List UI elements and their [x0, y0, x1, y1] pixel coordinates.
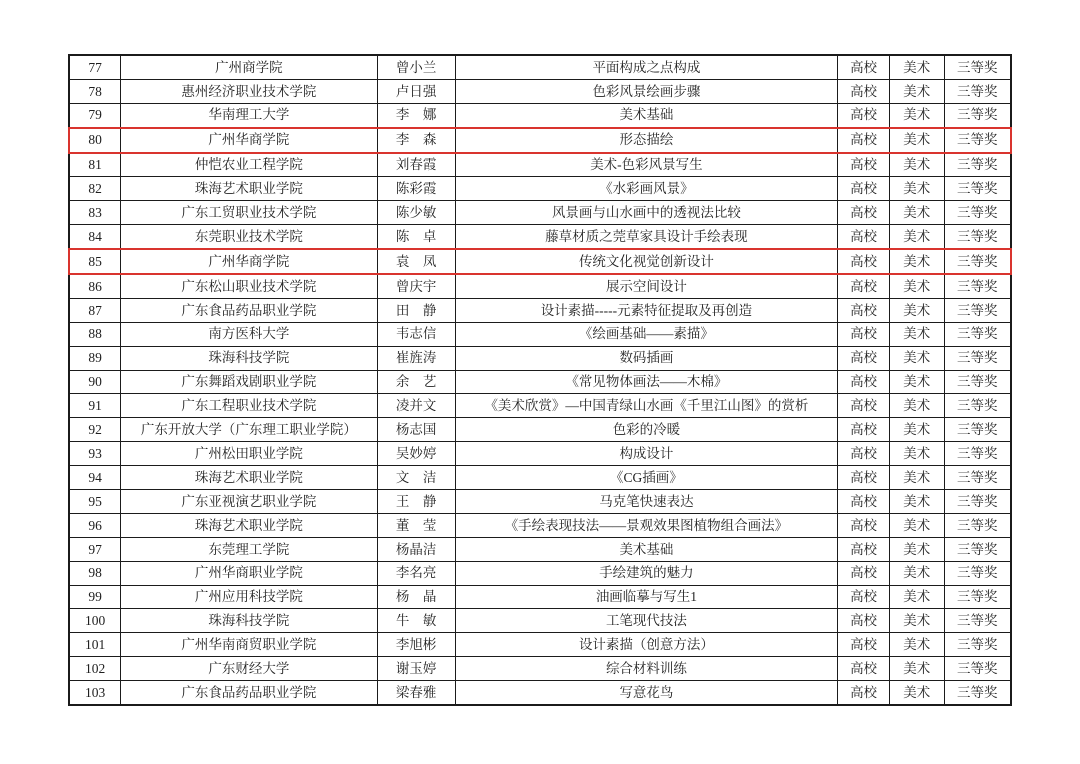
cell-award: 三等奖: [944, 370, 1011, 394]
cell-row-number: 90: [69, 370, 121, 394]
cell-subject: 美术: [889, 79, 944, 103]
award-table: [68, 54, 1012, 706]
cell-person-name: 崔旌涛: [377, 346, 455, 370]
cell-work-title: 《美术欣赏》—中国青绿山水画《千里江山图》的赏析: [455, 394, 837, 418]
cell-institution: 广州华商学院: [121, 249, 377, 274]
cell-person-name: 谢玉婷: [377, 657, 455, 681]
cell-row-number: 83: [69, 201, 121, 225]
table-row: [69, 103, 1011, 127]
cell-level: 高校: [838, 466, 890, 490]
table-row: [69, 55, 1011, 79]
cell-work-title: 《水彩画风景》: [455, 177, 837, 201]
cell-person-name: 杨晶洁: [377, 537, 455, 561]
cell-person-name: 杨 晶: [377, 585, 455, 609]
cell-institution: 东莞理工学院: [121, 537, 377, 561]
table-row: [69, 633, 1011, 657]
cell-person-name: 李旭彬: [377, 633, 455, 657]
cell-subject: 美术: [889, 561, 944, 585]
cell-institution: 广东工程职业技术学院: [121, 394, 377, 418]
cell-level: 高校: [838, 201, 890, 225]
cell-row-number: 82: [69, 177, 121, 201]
cell-level: 高校: [838, 79, 890, 103]
cell-subject: 美术: [889, 55, 944, 79]
cell-work-title: 传统文化视觉创新设计: [455, 249, 837, 274]
table-row: [69, 128, 1011, 153]
table-row: [69, 79, 1011, 103]
cell-row-number: 81: [69, 153, 121, 177]
cell-row-number: 102: [69, 657, 121, 681]
cell-institution: 广州应用科技学院: [121, 585, 377, 609]
cell-row-number: 100: [69, 609, 121, 633]
cell-subject: 美术: [889, 657, 944, 681]
cell-person-name: 曾庆宇: [377, 274, 455, 298]
cell-level: 高校: [838, 298, 890, 322]
cell-row-number: 79: [69, 103, 121, 127]
cell-award: 三等奖: [944, 537, 1011, 561]
cell-row-number: 99: [69, 585, 121, 609]
cell-subject: 美术: [889, 609, 944, 633]
cell-row-number: 95: [69, 490, 121, 514]
cell-subject: 美术: [889, 370, 944, 394]
cell-institution: 广东财经大学: [121, 657, 377, 681]
cell-person-name: 凌并文: [377, 394, 455, 418]
cell-award: 三等奖: [944, 633, 1011, 657]
cell-person-name: 卢日强: [377, 79, 455, 103]
cell-institution: 广东工贸职业技术学院: [121, 201, 377, 225]
cell-work-title: 设计素描-----元素特征提取及再创造: [455, 298, 837, 322]
cell-subject: 美术: [889, 153, 944, 177]
cell-person-name: 陈彩霞: [377, 177, 455, 201]
cell-work-title: 手绘建筑的魅力: [455, 561, 837, 585]
cell-level: 高校: [838, 346, 890, 370]
cell-award: 三等奖: [944, 322, 1011, 346]
table-row: [69, 177, 1011, 201]
cell-award: 三等奖: [944, 128, 1011, 153]
table-row: [69, 322, 1011, 346]
cell-award: 三等奖: [944, 561, 1011, 585]
cell-level: 高校: [838, 513, 890, 537]
cell-work-title: 《常见物体画法——木棉》: [455, 370, 837, 394]
cell-row-number: 77: [69, 55, 121, 79]
cell-institution: 华南理工大学: [121, 103, 377, 127]
cell-subject: 美术: [889, 681, 944, 705]
cell-row-number: 103: [69, 681, 121, 705]
table-row: [69, 346, 1011, 370]
cell-level: 高校: [838, 103, 890, 127]
cell-institution: 广东开放大学（广东理工职业学院）: [121, 418, 377, 442]
cell-row-number: 84: [69, 225, 121, 249]
award-table-body: [69, 55, 1011, 705]
cell-person-name: 刘春霞: [377, 153, 455, 177]
cell-person-name: 陈少敏: [377, 201, 455, 225]
cell-subject: 美术: [889, 442, 944, 466]
cell-subject: 美术: [889, 585, 944, 609]
cell-work-title: 形态描绘: [455, 128, 837, 153]
cell-level: 高校: [838, 657, 890, 681]
cell-row-number: 88: [69, 322, 121, 346]
table-row: [69, 249, 1011, 274]
cell-institution: 广州华南商贸职业学院: [121, 633, 377, 657]
cell-award: 三等奖: [944, 418, 1011, 442]
cell-level: 高校: [838, 490, 890, 514]
cell-level: 高校: [838, 322, 890, 346]
cell-subject: 美术: [889, 346, 944, 370]
cell-row-number: 93: [69, 442, 121, 466]
cell-institution: 南方医科大学: [121, 322, 377, 346]
cell-work-title: 马克笔快速表达: [455, 490, 837, 514]
cell-level: 高校: [838, 128, 890, 153]
cell-person-name: 袁 凤: [377, 249, 455, 274]
cell-institution: 广东舞蹈戏剧职业学院: [121, 370, 377, 394]
cell-level: 高校: [838, 585, 890, 609]
cell-person-name: 陈 卓: [377, 225, 455, 249]
cell-award: 三等奖: [944, 394, 1011, 418]
cell-work-title: 设计素描（创意方法）: [455, 633, 837, 657]
cell-level: 高校: [838, 633, 890, 657]
cell-institution: 广东亚视演艺职业学院: [121, 490, 377, 514]
cell-institution: 广东食品药品职业学院: [121, 681, 377, 705]
cell-subject: 美术: [889, 103, 944, 127]
cell-award: 三等奖: [944, 153, 1011, 177]
cell-award: 三等奖: [944, 346, 1011, 370]
cell-institution: 广州商学院: [121, 55, 377, 79]
cell-work-title: 色彩风景绘画步骤: [455, 79, 837, 103]
cell-award: 三等奖: [944, 609, 1011, 633]
cell-row-number: 80: [69, 128, 121, 153]
table-row: [69, 418, 1011, 442]
cell-subject: 美术: [889, 633, 944, 657]
table-row: [69, 609, 1011, 633]
cell-level: 高校: [838, 681, 890, 705]
table-row: [69, 561, 1011, 585]
cell-row-number: 87: [69, 298, 121, 322]
cell-level: 高校: [838, 274, 890, 298]
table-row: [69, 274, 1011, 298]
cell-award: 三等奖: [944, 298, 1011, 322]
cell-person-name: 王 静: [377, 490, 455, 514]
cell-person-name: 梁春雅: [377, 681, 455, 705]
cell-work-title: 油画临摹与写生1: [455, 585, 837, 609]
cell-person-name: 文 洁: [377, 466, 455, 490]
table-row: [69, 370, 1011, 394]
cell-award: 三等奖: [944, 490, 1011, 514]
table-row: [69, 466, 1011, 490]
table-row: [69, 537, 1011, 561]
cell-level: 高校: [838, 55, 890, 79]
cell-row-number: 97: [69, 537, 121, 561]
cell-work-title: 综合材料训练: [455, 657, 837, 681]
cell-award: 三等奖: [944, 249, 1011, 274]
cell-institution: 东莞职业技术学院: [121, 225, 377, 249]
cell-level: 高校: [838, 561, 890, 585]
cell-institution: 仲恺农业工程学院: [121, 153, 377, 177]
cell-person-name: 田 静: [377, 298, 455, 322]
cell-work-title: 工笔现代技法: [455, 609, 837, 633]
table-row: [69, 490, 1011, 514]
cell-award: 三等奖: [944, 103, 1011, 127]
cell-work-title: 藤草材质之莞草家具设计手绘表现: [455, 225, 837, 249]
cell-level: 高校: [838, 225, 890, 249]
cell-row-number: 86: [69, 274, 121, 298]
cell-work-title: 构成设计: [455, 442, 837, 466]
cell-subject: 美术: [889, 249, 944, 274]
cell-subject: 美术: [889, 298, 944, 322]
table-row: [69, 585, 1011, 609]
cell-subject: 美术: [889, 201, 944, 225]
table-row: [69, 225, 1011, 249]
cell-subject: 美术: [889, 177, 944, 201]
cell-work-title: 《手绘表现技法——景观效果图植物组合画法》: [455, 513, 837, 537]
cell-person-name: 杨志国: [377, 418, 455, 442]
cell-row-number: 91: [69, 394, 121, 418]
cell-row-number: 101: [69, 633, 121, 657]
cell-subject: 美术: [889, 274, 944, 298]
cell-level: 高校: [838, 249, 890, 274]
cell-subject: 美术: [889, 128, 944, 153]
cell-subject: 美术: [889, 537, 944, 561]
cell-institution: 珠海艺术职业学院: [121, 177, 377, 201]
cell-row-number: 94: [69, 466, 121, 490]
cell-award: 三等奖: [944, 79, 1011, 103]
cell-row-number: 89: [69, 346, 121, 370]
cell-work-title: 美术基础: [455, 537, 837, 561]
cell-award: 三等奖: [944, 201, 1011, 225]
cell-award: 三等奖: [944, 225, 1011, 249]
cell-award: 三等奖: [944, 513, 1011, 537]
cell-subject: 美术: [889, 513, 944, 537]
cell-work-title: 《CG插画》: [455, 466, 837, 490]
cell-subject: 美术: [889, 225, 944, 249]
cell-award: 三等奖: [944, 466, 1011, 490]
cell-work-title: 美术-色彩风景写生: [455, 153, 837, 177]
table-row: [69, 201, 1011, 225]
cell-institution: 广州华商学院: [121, 128, 377, 153]
cell-institution: 珠海科技学院: [121, 609, 377, 633]
table-row: [69, 657, 1011, 681]
table-row: [69, 513, 1011, 537]
cell-person-name: 韦志信: [377, 322, 455, 346]
cell-award: 三等奖: [944, 274, 1011, 298]
cell-person-name: 余 艺: [377, 370, 455, 394]
cell-person-name: 董 莹: [377, 513, 455, 537]
cell-level: 高校: [838, 609, 890, 633]
cell-work-title: 《绘画基础——素描》: [455, 322, 837, 346]
table-row: [69, 298, 1011, 322]
cell-award: 三等奖: [944, 442, 1011, 466]
cell-institution: 广州松田职业学院: [121, 442, 377, 466]
table-row: [69, 394, 1011, 418]
cell-row-number: 85: [69, 249, 121, 274]
cell-level: 高校: [838, 153, 890, 177]
cell-level: 高校: [838, 537, 890, 561]
cell-work-title: 风景画与山水画中的透视法比较: [455, 201, 837, 225]
table-row: [69, 442, 1011, 466]
cell-person-name: 曾小兰: [377, 55, 455, 79]
cell-work-title: 美术基础: [455, 103, 837, 127]
cell-level: 高校: [838, 177, 890, 201]
cell-level: 高校: [838, 442, 890, 466]
cell-row-number: 98: [69, 561, 121, 585]
cell-institution: 珠海艺术职业学院: [121, 513, 377, 537]
cell-institution: 惠州经济职业技术学院: [121, 79, 377, 103]
cell-work-title: 数码插画: [455, 346, 837, 370]
cell-level: 高校: [838, 394, 890, 418]
cell-person-name: 牛 敏: [377, 609, 455, 633]
cell-award: 三等奖: [944, 585, 1011, 609]
cell-subject: 美术: [889, 322, 944, 346]
cell-institution: 珠海艺术职业学院: [121, 466, 377, 490]
cell-institution: 广州华商职业学院: [121, 561, 377, 585]
cell-award: 三等奖: [944, 657, 1011, 681]
cell-subject: 美术: [889, 490, 944, 514]
cell-work-title: 色彩的冷暖: [455, 418, 837, 442]
cell-institution: 珠海科技学院: [121, 346, 377, 370]
cell-person-name: 吴妙婷: [377, 442, 455, 466]
table-row: [69, 153, 1011, 177]
cell-row-number: 96: [69, 513, 121, 537]
cell-institution: 广东松山职业技术学院: [121, 274, 377, 298]
cell-award: 三等奖: [944, 55, 1011, 79]
cell-award: 三等奖: [944, 681, 1011, 705]
cell-award: 三等奖: [944, 177, 1011, 201]
cell-work-title: 平面构成之点构成: [455, 55, 837, 79]
cell-row-number: 92: [69, 418, 121, 442]
cell-person-name: 李 森: [377, 128, 455, 153]
cell-person-name: 李名亮: [377, 561, 455, 585]
cell-subject: 美术: [889, 394, 944, 418]
cell-person-name: 李 娜: [377, 103, 455, 127]
cell-row-number: 78: [69, 79, 121, 103]
cell-level: 高校: [838, 370, 890, 394]
cell-work-title: 写意花鸟: [455, 681, 837, 705]
cell-work-title: 展示空间设计: [455, 274, 837, 298]
table-row: [69, 681, 1011, 705]
cell-level: 高校: [838, 418, 890, 442]
cell-subject: 美术: [889, 418, 944, 442]
cell-subject: 美术: [889, 466, 944, 490]
cell-institution: 广东食品药品职业学院: [121, 298, 377, 322]
